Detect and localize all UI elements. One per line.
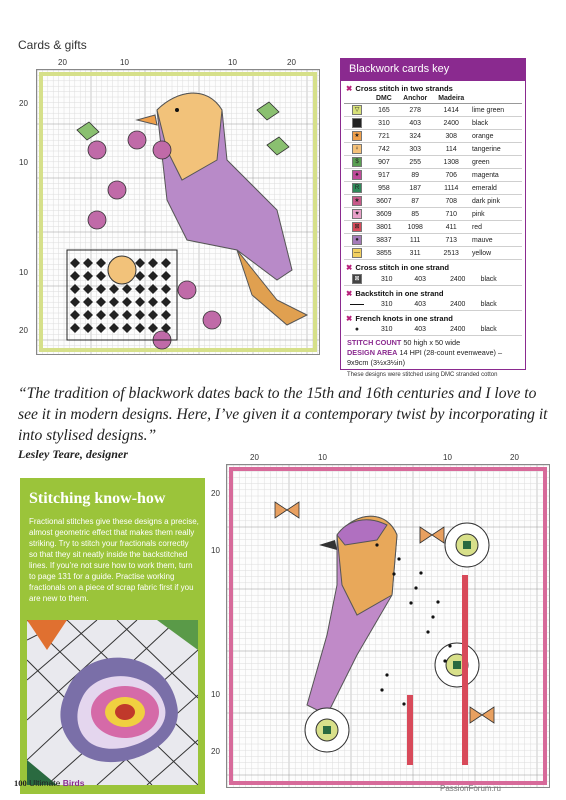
chart2-top-tick: 20 xyxy=(510,453,519,462)
symbol-box: ● xyxy=(352,235,362,245)
symbol-box: $ xyxy=(352,157,362,167)
symbol-box: ■ xyxy=(352,118,362,128)
key-section-backstitch: ✖ Backstitch in one strand xyxy=(346,289,444,298)
key-section-french-knots: ✖ French knots in one strand xyxy=(346,314,453,323)
table-row: ⊠ 3801 1098 411 red xyxy=(344,221,522,234)
key-table-backstitch xyxy=(344,299,522,311)
section-title: Cards & gifts xyxy=(18,38,87,52)
chart2-left-tick: 10 xyxy=(211,690,220,699)
watermark: PassionForum.ru xyxy=(440,784,501,793)
key-section-one-strand: ✖ Cross stitch in one strand xyxy=(346,263,450,272)
symbol-box: ⊠ xyxy=(352,222,362,232)
know-how-body: Fractional stitches give these designs a precise, almost geometric effect that makes them really striking. Try to stitch your fractionals correctly so that they sit neatly inside the backstitched lines. If you’re not sure how to work them, turn to page 131 for a guide. Practise working fractionals on a piece of scrap fabric first if you are new to them. xyxy=(29,517,199,603)
chart1-left-tick: 20 xyxy=(19,99,28,108)
chart1-top-tick: 20 xyxy=(58,58,67,67)
table-row: $ 907 255 1308 green xyxy=(344,156,522,169)
chart2-top-tick: 10 xyxy=(443,453,452,462)
table-row: ♀ 742 303 114 tangerine xyxy=(344,143,522,156)
symbol-box: ♥ xyxy=(352,209,362,219)
cross-icon: ✖ xyxy=(346,289,353,298)
table-row: R 958 187 1114 emerald xyxy=(344,182,522,195)
blackwork-key-panel xyxy=(340,58,526,378)
table-row: ● 310 403 2400 black xyxy=(344,324,522,336)
stitching-know-how-box xyxy=(20,478,205,794)
chart1-left-tick: 20 xyxy=(19,326,28,335)
key-table-one-strand xyxy=(344,273,522,286)
chart1-left-tick: 10 xyxy=(19,268,28,277)
know-how-title: Stitching know-how xyxy=(29,490,166,507)
symbol-box: — xyxy=(354,250,360,256)
chart1-left-tick: 10 xyxy=(19,158,28,167)
chart2-top-tick: 20 xyxy=(250,453,259,462)
key-table-french xyxy=(344,324,522,336)
symbol-box: R xyxy=(352,183,362,193)
cross-stitch-chart-bird-2 xyxy=(226,464,550,788)
designer-quote: “The tradition of blackwork dates back to the 15th and 16th centuries and I love to see it in modern designs. Here, I’ve given it a contemporary twist by incorporating it into stylised designs.” xyxy=(18,385,548,444)
col-madeira: Madeira xyxy=(433,94,470,104)
quote-author: Lesley Teare, designer xyxy=(18,447,128,461)
col-anchor: Anchor xyxy=(398,94,433,104)
key-title: Blackwork cards key xyxy=(341,59,525,81)
page-folio: 100 Ultimate Birds xyxy=(14,778,85,788)
table-row: — 3855 311 2513 yellow xyxy=(344,247,522,260)
french-knot-icon: ● xyxy=(344,324,370,336)
col-dmc: DMC xyxy=(370,94,398,104)
symbol-box: ★ xyxy=(352,196,362,206)
chart1-top-tick: 10 xyxy=(228,58,237,67)
symbol-box: ♀ xyxy=(352,144,362,154)
chart2-top-tick: 10 xyxy=(318,453,327,462)
table-row: ♠ 917 89 706 magenta xyxy=(344,169,522,182)
symbol-box: ▽ xyxy=(352,105,362,115)
stitch-photo-illustration xyxy=(27,620,198,785)
symbol-box: ⊠ xyxy=(352,274,362,284)
chart2-left-tick: 20 xyxy=(211,489,220,498)
table-row: ▽ 165 278 1414 lime green xyxy=(344,104,522,117)
key-section-two-strands: ✖ Cross stitch in two strands xyxy=(346,84,453,93)
table-row: 310 403 2400 black xyxy=(344,299,522,311)
chart1-top-tick: 10 xyxy=(120,58,129,67)
stitch-stats: STITCH COUNT 50 high x 50 wide DESIGN AREA 14 HPI (28-count evenweave) – 9x9cm (3½x3½in) xyxy=(347,338,503,367)
cross-icon: ✖ xyxy=(346,84,353,93)
chart-1-grid xyxy=(37,70,319,354)
table-row: ● 3837 111 713 mauve xyxy=(344,234,522,247)
cross-icon: ✖ xyxy=(346,314,353,323)
symbol-box: ★ xyxy=(352,131,362,141)
table-row: ⊠ 310 403 2400 black xyxy=(344,273,522,286)
chart2-left-tick: 10 xyxy=(211,546,220,555)
chart1-top-tick: 20 xyxy=(287,58,296,67)
cross-icon: ✖ xyxy=(346,263,353,272)
key-table xyxy=(344,94,522,260)
stitched-detail-photo xyxy=(27,620,198,785)
chart-2-grid xyxy=(227,465,549,787)
table-row: ■ 310 403 2400 black xyxy=(344,117,522,130)
table-row: ♥ 3609 85 710 pink xyxy=(344,208,522,221)
table-row: ★ 3607 87 708 dark pink xyxy=(344,195,522,208)
key-note: These designs were stitched using DMC stranded cotton xyxy=(347,372,498,378)
backstitch-line-icon xyxy=(350,304,364,305)
symbol-box: ♠ xyxy=(352,170,362,180)
table-row: ★ 721 324 308 orange xyxy=(344,130,522,143)
cross-stitch-chart-bird-1 xyxy=(36,69,320,355)
chart2-left-tick: 20 xyxy=(211,747,220,756)
